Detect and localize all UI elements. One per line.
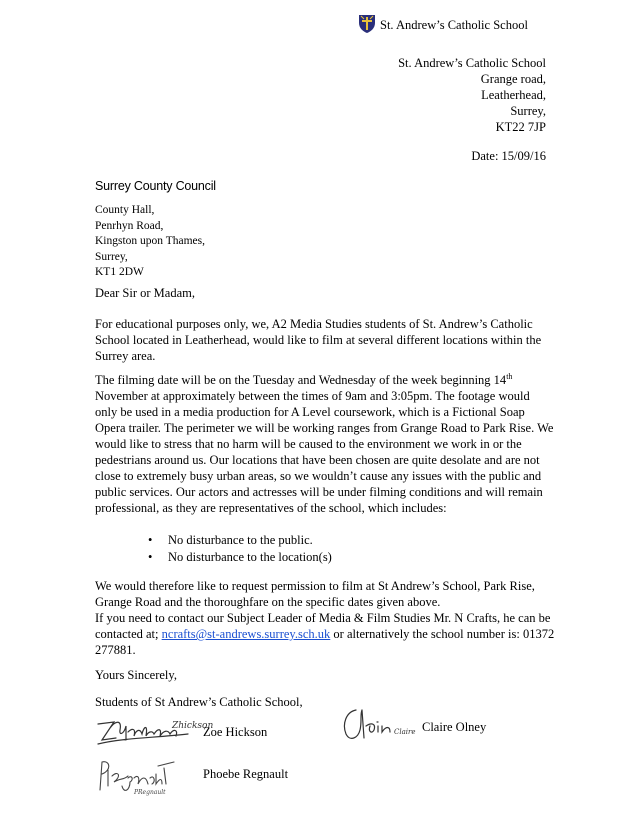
header-school-name: St. Andrew’s Catholic School (380, 18, 528, 32)
recipient-address-line: Penrhyn Road, (95, 219, 164, 232)
paragraph-details-text: November at approximately between the times of 9am and 3:05pm. The footage would only be used in a media production for A Level coursework, which is a Fictional Soap Opera trailer. The perimeter we will be working ranges from Grange Road to Park Rise. We would like to stress that no harm will be caused to the environment we work in or the pedestrians around us. Our locations that have been chosen are quite desolate and are not close to extremely busy urban areas, so we wouldn’t cause any issues with the public and public services. Our actors and actresses will be under filming conditions and will remain professional, as they are representatives of the school, which includes: (95, 389, 554, 515)
signatory-name: Zoe Hickson (203, 725, 268, 739)
signature-claire-olney-text: Claire (394, 728, 416, 736)
list-item: • No disturbance to the public. (148, 532, 332, 549)
signature-phoebe-regnault-text: PRegnault (134, 789, 166, 796)
email-link[interactable]: ncrafts@st-andrews.surrey.sch.uk (161, 627, 331, 641)
contact-text (95, 610, 555, 658)
recipient-address-line: Kingston upon Thames, (95, 235, 205, 247)
list-item: • No disturbance to the location(s) (148, 549, 332, 566)
paragraph-details (95, 372, 555, 516)
sender-address (398, 55, 546, 135)
signature-claire-olney (340, 704, 416, 744)
sender-address-line: Leatherhead, (481, 88, 546, 102)
recipient-address (95, 203, 205, 281)
signature-phoebe-regnault (94, 756, 180, 796)
recipient-address-line: County Hall, (95, 204, 155, 216)
sender-address-line: Grange road, (480, 72, 546, 86)
signatory-name: Claire Olney (422, 720, 487, 734)
contact-text-after: or alternatively the school number is: 01372 277881. (95, 627, 555, 657)
closing: Yours Sincerely, (95, 668, 177, 682)
request-text: We would therefore like to request permission to film at St Andrew’s School, Park Rise, Grange Road and the thoroughfare on the specific dates given above. (95, 579, 535, 609)
paragraph-intro: For educational purposes only, we, A2 Media Studies students of St. Andrew’s Catholic School located in Leatherhead, would like to film at several different locations within the Surrey area. (95, 317, 542, 363)
ordinal-suffix: th (506, 371, 513, 381)
school-crest-icon (358, 14, 376, 34)
sender-address-line: Surrey, (510, 104, 546, 118)
signature-zoe-hickson-text: Zhickson (172, 721, 214, 731)
sender-address-line: St. Andrew’s Catholic School (398, 56, 546, 70)
contact-text-before: If you need to contact our Subject Leader of Media & Film Studies Mr. N Crafts, he can be contacted at; (95, 611, 551, 641)
letter-date: Date: 15/09/16 (471, 149, 546, 163)
paragraph-details-text: The filming date will be on the Tuesday and Wednesday of the week beginning 14 (95, 373, 507, 387)
signature-zoe-hickson (92, 714, 214, 748)
recipient-address-line: Surrey, (95, 250, 128, 263)
paragraph-request (95, 578, 555, 658)
signatory-name: Phoebe Regnault (203, 767, 289, 781)
recipient-name: Surrey County Council (95, 179, 216, 193)
salutation: Dear Sir or Madam, (95, 286, 195, 300)
signoff: Students of St Andrew’s Catholic School, (95, 695, 303, 709)
conditions-list (148, 532, 332, 565)
sender-address-line: KT22 7JP (495, 120, 546, 134)
recipient-address-line: KT1 2DW (95, 266, 144, 278)
